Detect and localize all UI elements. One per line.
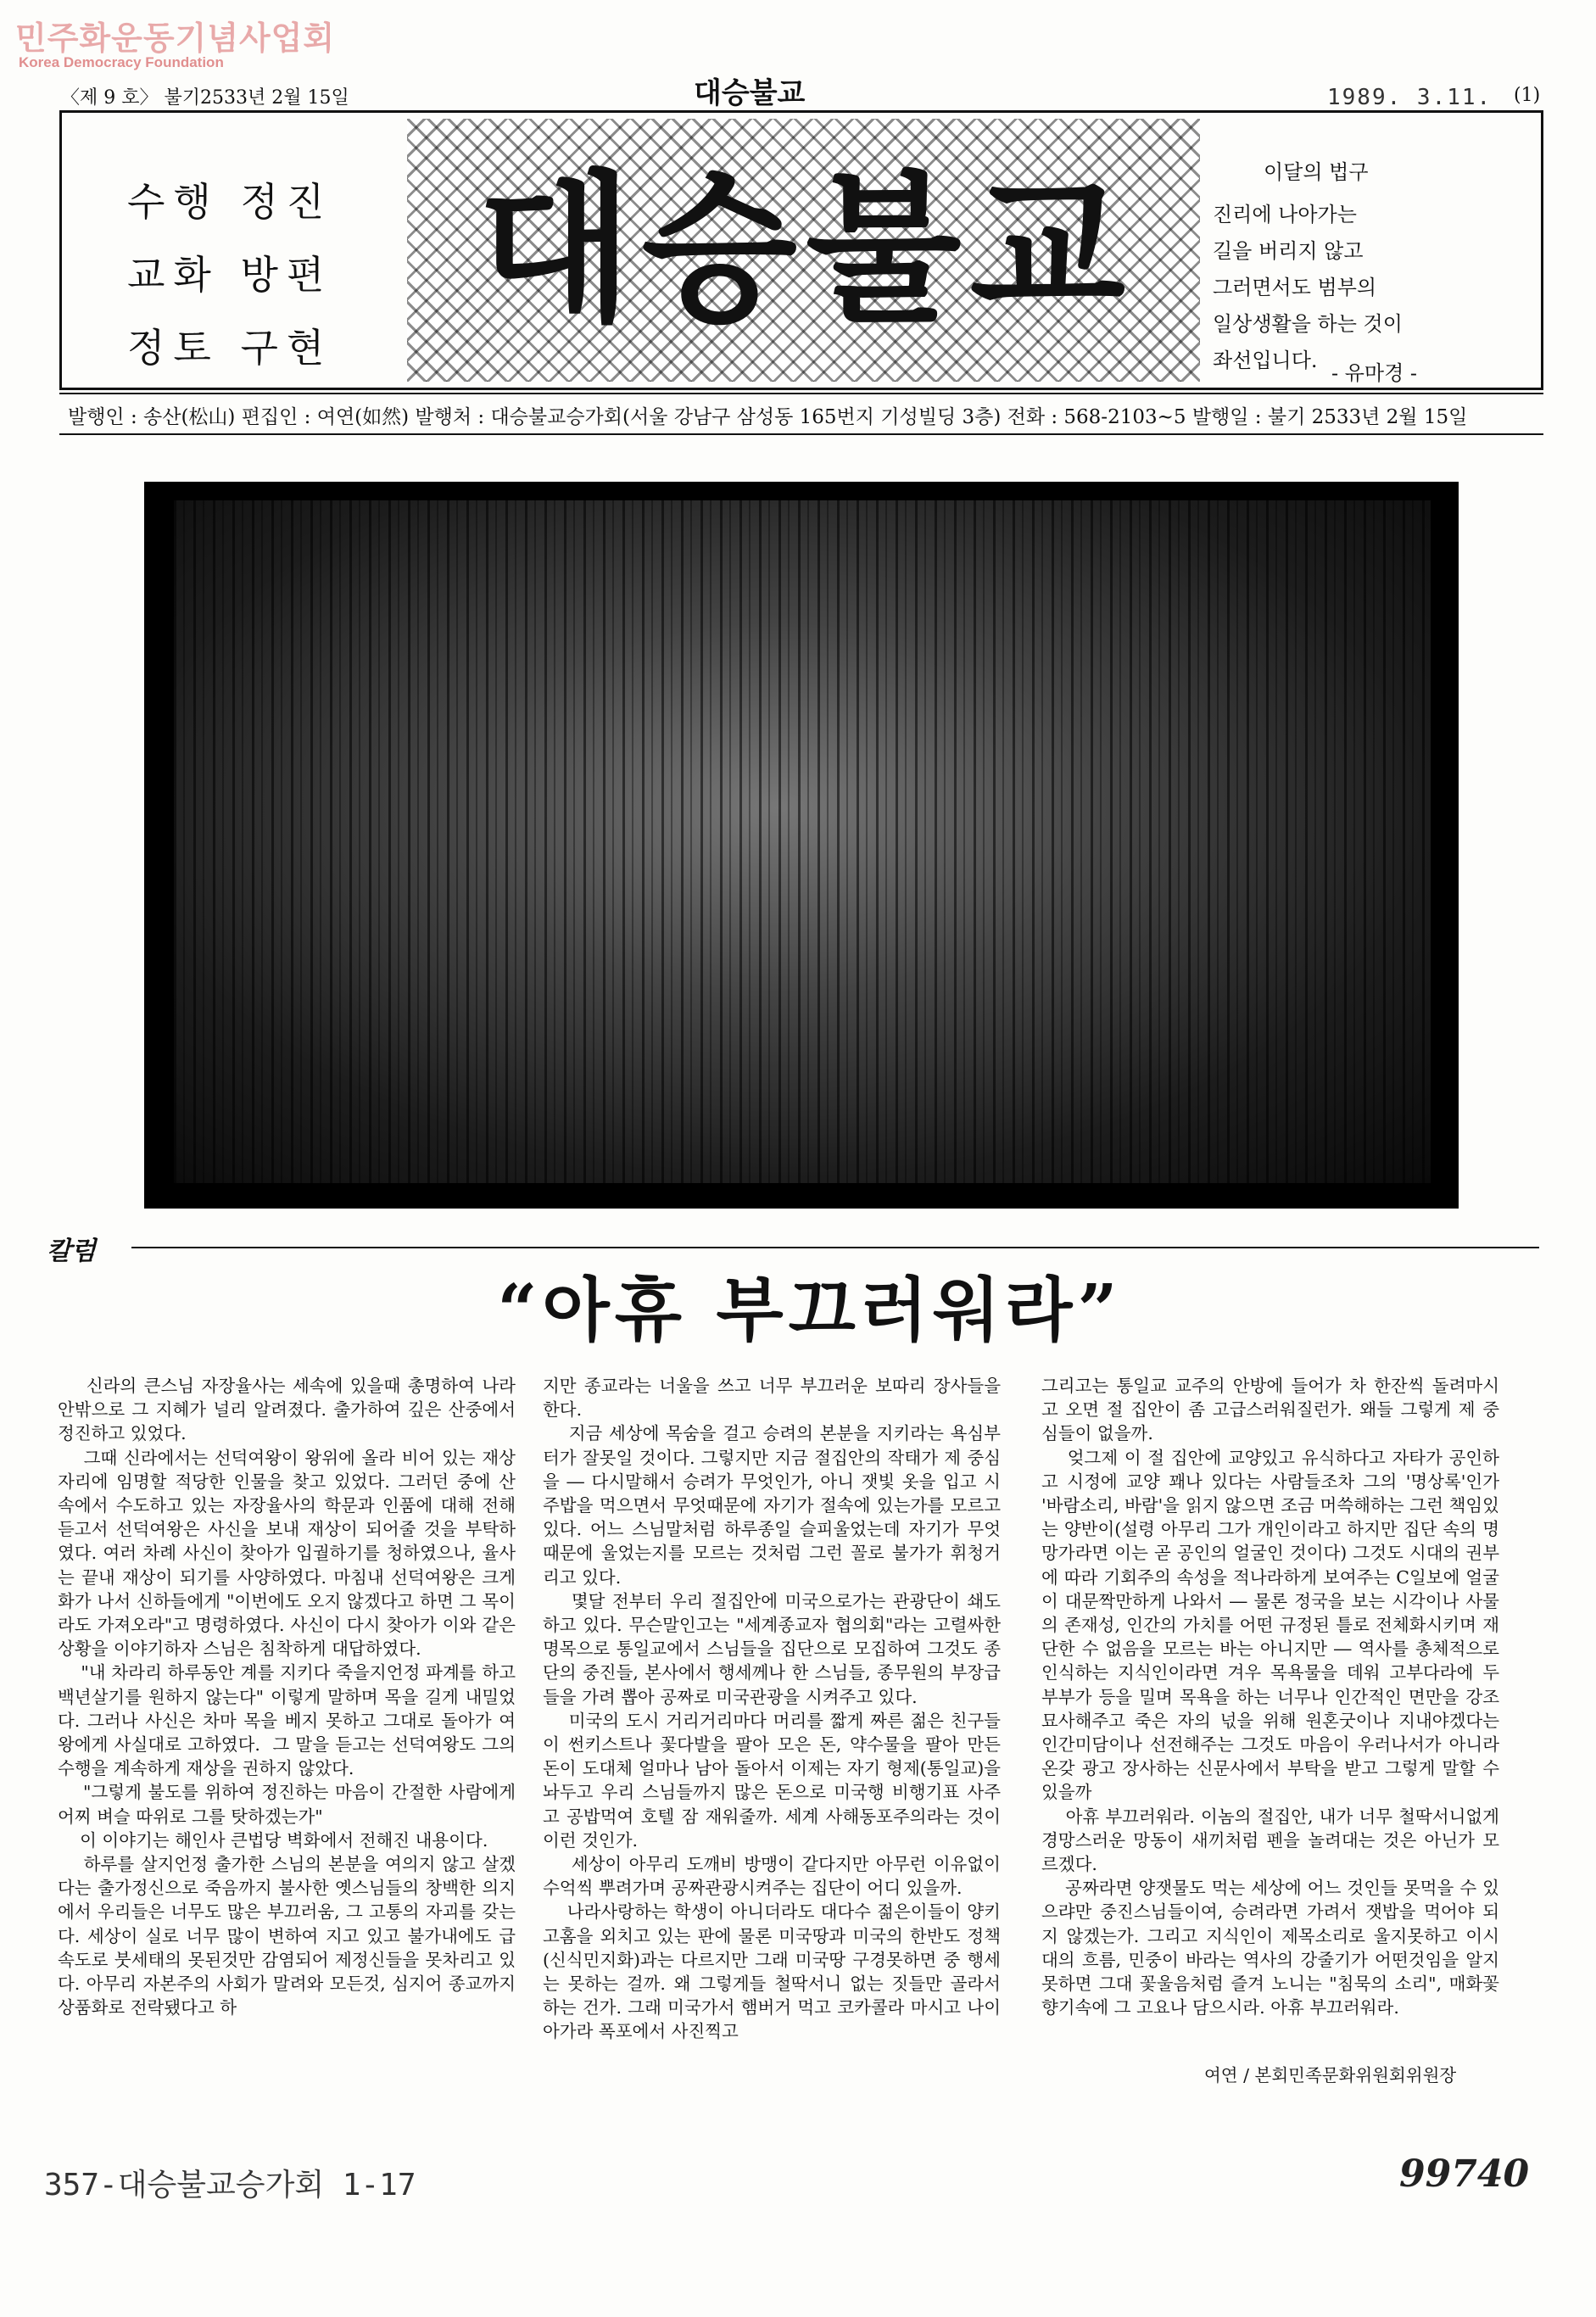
handwritten-note-left: 357-대승불교승가회 1-17 [44,2168,416,2203]
date-stamp: 1989. 3.11. [1327,85,1493,110]
dharma-title: 이달의 법구 [1264,160,1369,184]
mottos [127,165,332,384]
newspaper-logo: 대승불교 [477,156,1135,343]
dharma-line: 길을 버리지 않고 [1213,239,1364,263]
page-number: (1) [1514,85,1541,106]
dharma-line: 그러면서도 범부의 [1213,276,1377,299]
watermark-english: Korea Democracy Foundation [19,54,224,70]
column-label: 칼럼 [47,1237,96,1266]
forest-photo [174,500,1431,1183]
dharma-source: - 유마경 - [1331,361,1418,385]
motto-1: 수행 정진 [127,179,333,225]
dharma-line: 진리에 나아가는 [1213,203,1357,226]
handwritten-note-right: 99740 [1399,2152,1530,2196]
dharma-line: 일상생활을 하는 것이 [1213,312,1403,336]
article-column-3: 그리고는 통일교 교주의 안방에 들어가 차 한잔씩 돌려마시고 오면 절 집안이 좀 고급스러워질런가. 왜들 그렇게 제 중심들이 없을까. 엊그제 이 절 집안에 교양있고 유식하다고 자타가 공인하고 시정에 교양 꽤나 있다는 사람들조차 그의 '명상록'인가 '바람소리, 바람'을 읽지 않으면 조금 머쓱해하는 그런 책임있는 양반이(설령 아무리 그가 개인이라고 하지만 집단 속의 명망가라면 이는 곧 공인의 얼굴인 것이다) 그것도 시대의 권부에 따라 기회주의 속성을 적나라하게 보여주는 C일보에 얼굴이 대문짝만하게 나와서 ― 물론 정국을 보는 시각이나 사물의 존재성, 인간의 가치를 어떤 규정된 틀로 전체화시키며 재단한 수 없음을 모르는 바는 아니지만 ― 역사를 총체적으로 인식하는 지식인이라면 겨우 목욕물을 데워 고부다라에 두 부부가 등을 밀며 목욕을 하는 너무나 인간적인 면만을 강조 묘사해주고 죽은 자의 넋을 위해 원혼굿이나 지내야겠다는 인간미담이나 선전해주는 그것도 마음이 우러나서가 아니라 온갖 광고 장사하는 신문사에서 부탁을 받고 그렇게 말할 수 있을까 아휴 부끄러워라. 이놈의 절집안, 내가 너무 철딱서니없게 경망스러운 망동이 새끼처럼 펜을 놀려대는 것은 아닌가 모르겠다. 공짜라면 양잿물도 먹는 세상에 어느 것인들 못먹을 수 있으랴만 중진스님들이여, 승려라면 가려서 잿밥을 먹어야 되지 않겠는가. 그리고 지식인이 제목소리로 울지못하고 이시대의 흐름, 민중이 바라는 역사의 강줄기가 어떤것임을 알지 못하면 그대 꽃울음처럼 즐겨 노니는 "침묵의 소리", 매화꽃 향기속에 그 고요나 담으시라. 아휴 부끄러워라. [1041,1376,1499,2018]
article-column-1: 신라의 큰스님 자장율사는 세속에 있을때 총명하여 나라 안밖으로 그 지혜가 널리 알려졌다. 출가하여 깊은 산중에서 정진하고 있었다. 그때 신라에서는 선덕여왕이 왕위에 올라 비어 있는 재상자리에 임명할 적당한 인물을 찾고 있었다. 그러던 중에 산 속에서 수도하고 있는 자장율사의 학문과 인품에 대해 전해 듣고서 선덕여왕은 사신을 보내 재상이 되어줄 것을 부탁하였다. 여러 차례 사신이 찾아가 입궐하기를 청하였으나, 율사는 끝내 재상이 되기를 사양하였다. 마침내 선덕여왕은 크게 화가 나서 신하들에게 "이번에도 오지 않겠다고 하면 그 목이라도 가져오라"고 명령하였다. 사신이 다시 찾아가 이와 같은 상황을 이야기하자 스님은 침착하게 대답하였다. "내 차라리 하루동안 계를 지키다 죽을지언정 파계를 하고 백년살기를 원하지 않는다" 이렇게 말하며 목을 길게 내밀었다. 그러나 사신은 차마 목을 베지 못하고 그대로 돌아가 여왕에게 사실대로 고하였다. 그 말을 듣고는 선덕여왕도 그의 수행을 계속하게 재상을 권하지 않았다. "그렇게 불도를 위하여 정진하는 마음이 간절한 사람에게 어찌 벼슬 따위로 그를 탓하겠는가" 이 이야기는 해인사 큰법당 벽화에서 전해진 내용이다. 하루를 살지언정 출가한 스님의 본분을 여의지 않고 살겠다는 출가정신으로 죽음까지 불사한 옛스님들의 창백한 의지에서 우리들은 너무도 많은 부끄러움, 그 고통의 자괴를 갖는다. 세상이 실로 너무 많이 변하여 지고 있고 불가내에도 급속도로 붓세태의 못된것만 감염되어 제정신들을 못차리고 있다. 아무리 자본주의 사회가 말려와 모든것, 심지어 종교까지 상품화로 전락됐다고 하 [58,1376,516,2018]
top-title: 대승불교 [694,76,806,110]
publication-info: 발행인 : 송산(松山) 편집인 : 여연(如然) 발행처 : 대승불교승가회(서울 강남구 삼성동 165번지 기성빌딩 3층) 전화 : 568-2103~5 발행일 : 불기 2533년 2월 15일 [68,406,1468,428]
motto-2: 교화 방편 [127,252,333,298]
column-rule [131,1247,1539,1248]
headline: “아휴 부끄러워라” [497,1270,1123,1351]
article-column-2: 지만 종교라는 너울을 쓰고 너무 부끄러운 보따리 장사들을 한다. 지금 세상에 목숨을 걸고 승려의 본분을 지키라는 욕심부터가 잘못일 것이다. 그렇지만 지금 절집안의 작태가 제 중심을 ― 다시말해서 승려가 무엇인가, 아니 잿빛 옷을 입고 시주밥을 먹으면서 무엇때문에 자기가 절속에 있는가를 모르고 있다. 어느 스님말처럼 하루종일 슬피울었는데 자기가 무엇때문에 울었는지를 모르는 것처럼 그런 꼴로 불가가 휘청거리고 있다. 몇달 전부터 우리 절집안에 미국으로가는 관광단이 쇄도하고 있다. 무슨말인고는 "세계종교자 협의회"라는 고렬싸한 명목으로 통일교에서 스님들을 집단으로 모집하여 그것도 종단의 중진들, 본사에서 행세께나 한 스님들, 종무원의 부장급들을 가려 뽑아 공짜로 미국관광을 시켜주고 있다. 미국의 도시 거리거리마다 머리를 짧게 짜른 젊은 친구들이 썬키스트나 꽃다발을 팔아 모은 돈, 약수물을 팔아 만든 돈이 도대체 얼마나 남아 돌아서 이제는 자기 형제(통일교)을 놔두고 우리 스님들까지 많은 돈으로 미국행 비행기표 사주고 공밥먹여 호텔 잠 재워줄까. 세계 사해동포주의라는 것이 이런 것인가. 세상이 아무리 도깨비 방맹이 같다지만 아무런 이유없이 수억씩 뿌려가며 공짜관광시켜주는 집단이 어디 있을까. 나라사랑하는 학생이 아니더라도 대다수 젊은이들이 양키고홈을 외치고 있는 판에 물론 미국땅과 미국의 한반도 정책(신식민지화)과는 다르지만 그래 미국땅 구경못하면 중 행세는 못하는 걸까. 왜 그렇게들 철딱서니 없는 짓들만 골라서 하는 건가. 그래 미국가서 햄버거 먹고 코카콜라 마시고 나이아가라 폭포에서 사진찍고 [543,1376,1001,2042]
dharma-line: 좌선입니다. [1213,349,1318,372]
byline: 여연 / 본회민족문화위원회위원장 [1204,2065,1457,2085]
watermark-korean: 민주화운동기념사업회 [15,20,336,57]
dharma-quote [1213,197,1403,379]
motto-3: 정토 구현 [127,325,333,371]
issue-line: 〈제 9 호〉 불기2533년 2월 15일 [61,87,349,109]
